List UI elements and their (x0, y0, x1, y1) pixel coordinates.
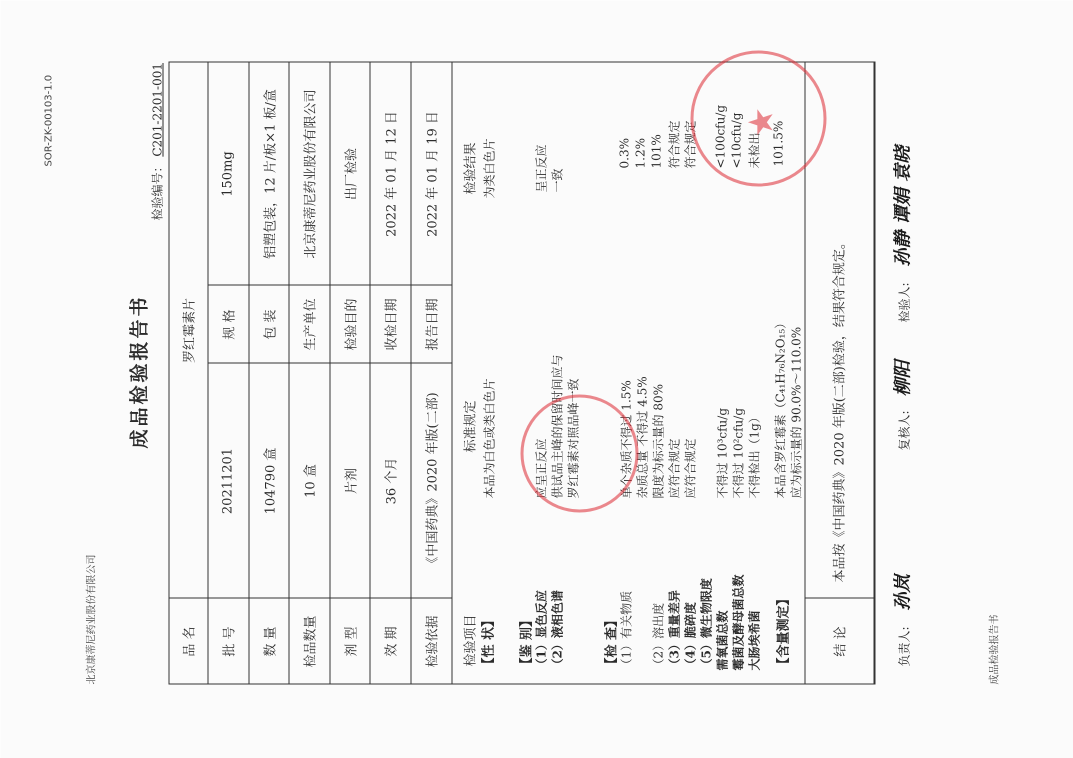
batch-label: 批 号 (222, 625, 237, 657)
check-1-standard-b: 杂质总量 不得过 4.5% (635, 375, 649, 498)
received-date-value: 2022 年 01 月 12 日 (384, 110, 399, 237)
results-col-standard: 标准规定 (463, 399, 478, 452)
quality-seal-left (520, 394, 638, 512)
micro-2-standard: 不得过 10²cfu/g (731, 407, 745, 498)
micro-3-result: 未检出 (747, 131, 761, 168)
report-date-value: 2022 年 01 月 19 日 (425, 110, 440, 237)
check-item-4: （4）脆碎度 (683, 601, 697, 670)
basis-value: 《中国药典》2020 年版(二部) (425, 391, 440, 570)
character-standard: 本品为白色或类白色片 (482, 377, 496, 498)
responsible-signature: 孙岚 (892, 574, 913, 610)
purpose-label: 检验目的 (343, 298, 359, 351)
check-3-result: 符合规定 (667, 119, 681, 168)
inspector-signature: 孙静 谭娟 袁晓 (892, 145, 913, 266)
package-label: 包 装 (262, 308, 278, 340)
check-item-1: （1）有关物质 (619, 590, 633, 670)
section-character: 【性 状】 (481, 613, 496, 670)
check-item-5: （5）微生物限度 (699, 577, 713, 670)
report-number-value: C201-2201-001 (150, 62, 164, 157)
purpose-value: 出厂检验 (343, 147, 359, 200)
micro-item-2: 霉菌及酵母菌总数 (731, 573, 745, 670)
quantity-value: 104790 盒 (262, 447, 278, 514)
micro-item-1: 需氧菌总数 (715, 609, 729, 670)
assay-standard-b: 应为标示量的 90.0%～110.0% (789, 326, 803, 498)
batch-value: 20211201 (220, 447, 235, 514)
check-1-result-a: 0.3% (617, 137, 631, 168)
manufacturer-label: 生产单位 (303, 298, 318, 351)
package-value: 铝塑包装，12 片/板×1 板/盒 (262, 88, 278, 259)
manufacturer-value: 北京康蒂尼药业股份有限公司 (303, 89, 318, 259)
check-2-standard: 限度为标示量的 80% (651, 383, 665, 498)
micro-2-result: <10cfu/g (729, 112, 743, 168)
conclusion-text: 本品按《中国药典》2020 年版(二部)检验，结果符合规定。 (832, 235, 847, 582)
ident-item-2: （2）液相色谱 (550, 589, 564, 670)
dosage-form-value: 片剂 (343, 467, 359, 494)
responsible-label: 负责人: (897, 625, 911, 666)
check-1-result-b: 1.2% (633, 137, 647, 168)
seal-star-icon: ★ (741, 106, 781, 137)
results-col-result: 检验结果 (463, 141, 478, 194)
micro-1-standard: 不得过 10³cfu/g (715, 407, 729, 498)
validity-value: 36 个月 (384, 457, 399, 504)
report-date-label: 报告日期 (425, 298, 440, 351)
ident-2-result: 一致 (550, 167, 564, 192)
report-number (148, 63, 165, 220)
check-1-standard-a: 单个杂质不得过 1.5% (619, 379, 633, 498)
check-2-result: 101% (649, 133, 663, 168)
section-check: 【检 查】 (604, 613, 619, 670)
sample-qty-label: 检品数量 (303, 615, 318, 668)
ident-1-standard: 应呈正反应 (534, 437, 548, 498)
ident-item-1: （1）显色反应 (534, 589, 548, 670)
received-date-label: 收检日期 (384, 298, 399, 351)
quantity-label: 数 量 (262, 625, 278, 657)
product-name-label: 品 名 (182, 625, 197, 657)
reviewer-signature: 柳阳 (892, 360, 913, 396)
inspector-label: 检验人: (897, 281, 911, 322)
footer-label: 成品检验报告书 (989, 614, 1000, 684)
assay-result: 101.5% (771, 120, 785, 166)
product-name-value: 罗红霉素片 (182, 297, 197, 363)
spec-label: 规 格 (222, 308, 237, 340)
assay-standard-a: 本品含罗红霉素（C₄₁H₇₆N₂O₁₅） (773, 316, 787, 498)
micro-item-3: 大肠埃希菌 (747, 609, 761, 670)
basis-label: 检验依据 (425, 615, 440, 668)
sample-qty-value: 10 盒 (303, 463, 318, 498)
quality-seal-right (690, 50, 826, 186)
validity-label: 效 期 (384, 625, 399, 657)
conclusion-label: 结 论 (833, 625, 848, 657)
character-result: 为类白色片 (482, 137, 496, 198)
ident-1-result: 呈正反应 (534, 143, 548, 192)
reviewer-label: 复核人: (897, 409, 911, 450)
report-number-label: 检验编号： (150, 159, 164, 220)
check-item-3: （3）重量差异 (667, 589, 681, 670)
dosage-form-label: 剂 型 (343, 625, 359, 657)
section-identification: 【鉴 别】 (519, 613, 534, 670)
ident-2-standard-b: 罗红霉素对照品峰一致 (566, 377, 580, 498)
results-col-item: 检验项目 (463, 613, 478, 666)
check-4-result: 符合规定 (683, 119, 697, 168)
micro-3-standard: 不得检出（1g） (747, 410, 761, 498)
micro-1-result: <100cfu/g (713, 104, 727, 168)
check-4-standard: 应符合规定 (683, 437, 697, 498)
spec-value: 150mg (220, 150, 235, 197)
doc-code-label: SOR-ZK-00103-1.0 (43, 74, 54, 166)
check-item-2: （2）溶出度 (651, 602, 665, 670)
check-3-standard: 应符合规定 (667, 437, 681, 498)
ident-2-standard-a: 供试品主峰的保留时间应与 (550, 353, 564, 498)
section-assay: 【含量测定】 (776, 591, 791, 670)
report-title: 成品检验报告书 (128, 293, 150, 448)
company-header-label: 北京康蒂尼药业股份有限公司 (86, 554, 97, 684)
